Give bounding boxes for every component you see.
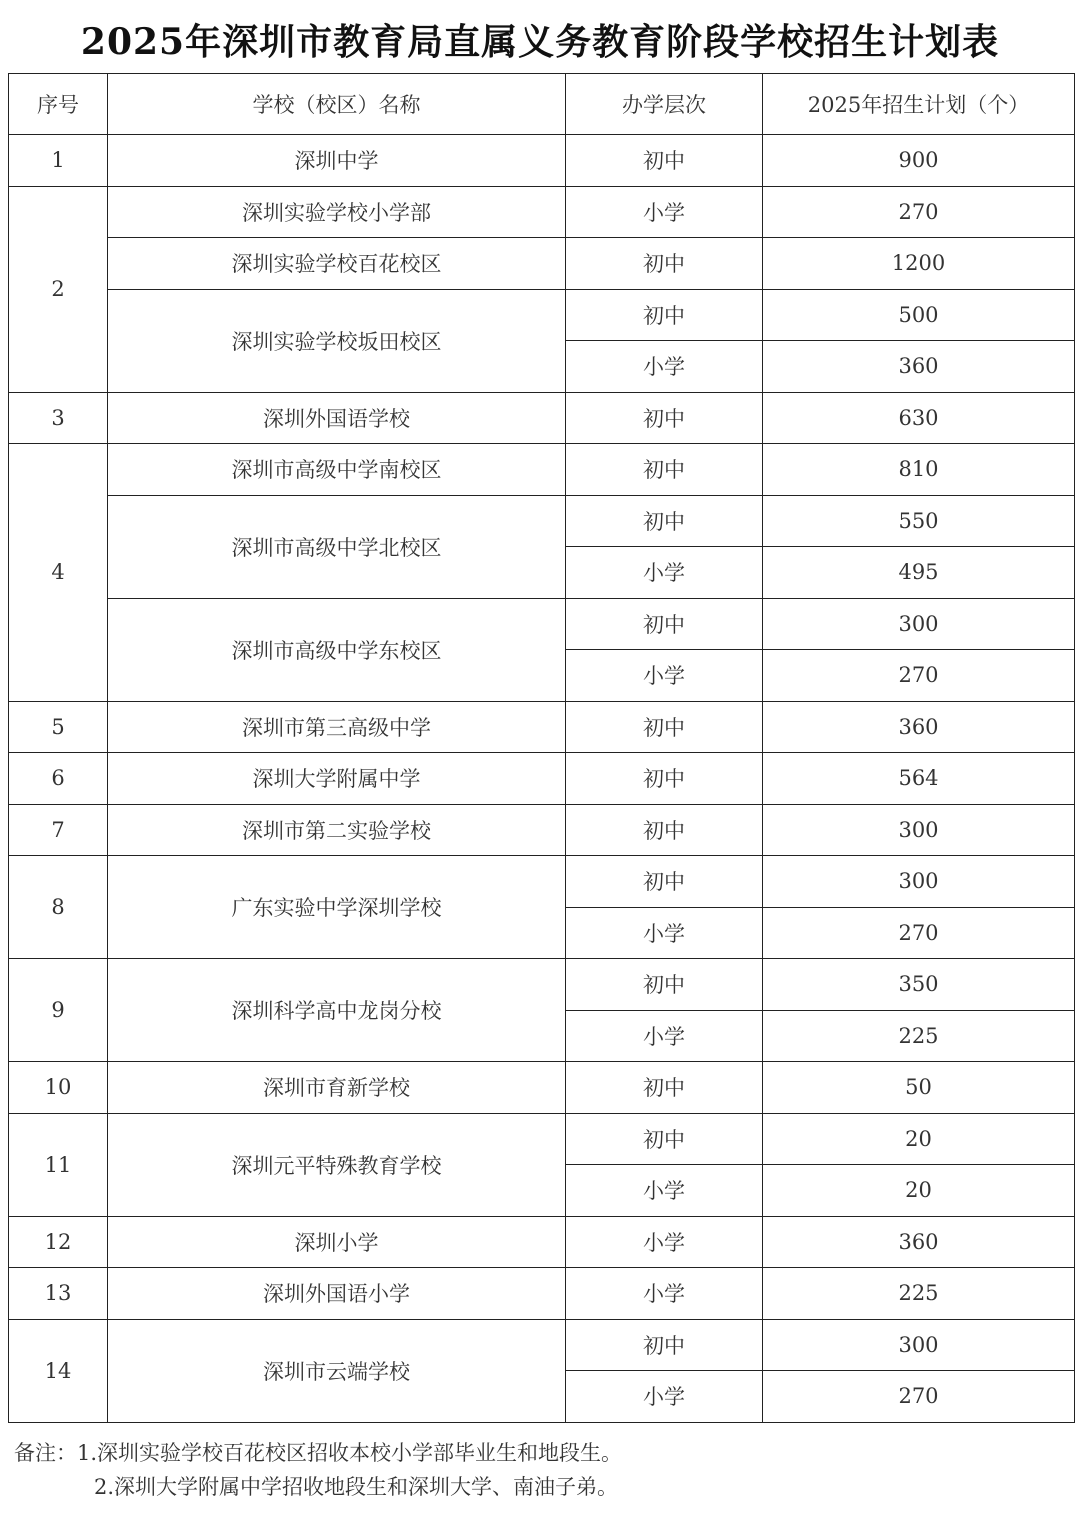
level-cell: 初中 [566, 598, 763, 650]
level-cell: 初中 [566, 753, 763, 805]
level-cell: 小学 [566, 1216, 763, 1268]
plan-cell: 270 [763, 1371, 1075, 1423]
seq-cell: 8 [9, 856, 108, 959]
level-cell: 初中 [566, 959, 763, 1011]
table-row [9, 1062, 1075, 1114]
table-row [9, 1268, 1075, 1320]
table-row [9, 804, 1075, 856]
plan-cell: 360 [763, 701, 1075, 753]
level-cell: 初中 [566, 1319, 763, 1371]
plan-cell: 630 [763, 392, 1075, 444]
table-row [9, 238, 1075, 290]
level-cell: 初中 [566, 856, 763, 908]
seq-cell: 7 [9, 804, 108, 856]
seq-cell: 1 [9, 135, 108, 187]
plan-cell: 270 [763, 186, 1075, 238]
level-cell: 初中 [566, 701, 763, 753]
level-cell: 初中 [566, 289, 763, 341]
level-cell: 初中 [566, 135, 763, 187]
level-cell: 初中 [566, 804, 763, 856]
header-school: 学校（校区）名称 [108, 74, 566, 135]
level-cell: 初中 [566, 392, 763, 444]
plan-cell: 1200 [763, 238, 1075, 290]
seq-cell: 6 [9, 753, 108, 805]
school-cell: 深圳小学 [108, 1216, 566, 1268]
table-row [9, 444, 1075, 496]
level-cell: 小学 [566, 1371, 763, 1423]
plan-cell: 550 [763, 495, 1075, 547]
seq-cell: 14 [9, 1319, 108, 1422]
plan-cell: 500 [763, 289, 1075, 341]
school-cell: 深圳市高级中学南校区 [108, 444, 566, 496]
school-cell: 深圳外国语小学 [108, 1268, 566, 1320]
school-cell: 深圳市第二实验学校 [108, 804, 566, 856]
table-row [9, 1113, 1075, 1165]
school-cell: 深圳实验学校百花校区 [108, 238, 566, 290]
plan-cell: 300 [763, 804, 1075, 856]
table-header-row [9, 74, 1075, 135]
seq-cell: 11 [9, 1113, 108, 1216]
table-row [9, 959, 1075, 1011]
plan-cell: 360 [763, 1216, 1075, 1268]
table-row [9, 1319, 1075, 1371]
plan-cell: 350 [763, 959, 1075, 1011]
header-level: 办学层次 [566, 74, 763, 135]
plan-cell: 225 [763, 1268, 1075, 1320]
table-row [9, 598, 1075, 650]
table-row [9, 701, 1075, 753]
seq-cell: 2 [9, 186, 108, 392]
seq-cell: 9 [9, 959, 108, 1062]
school-cell: 深圳中学 [108, 135, 566, 187]
table-row [9, 135, 1075, 187]
level-cell: 小学 [566, 547, 763, 599]
notes [14, 1436, 622, 1504]
table-row [9, 753, 1075, 805]
seq-cell: 10 [9, 1062, 108, 1114]
school-cell: 深圳市高级中学北校区 [108, 495, 566, 598]
level-cell: 小学 [566, 1165, 763, 1217]
table-row [9, 289, 1075, 341]
seq-cell: 13 [9, 1268, 108, 1320]
seq-cell: 5 [9, 701, 108, 753]
note-line-2: 2.深圳大学附属中学招收地段生和深圳大学、南油子弟。 [94, 1475, 619, 1499]
header-plan: 2025年招生计划（个） [763, 74, 1075, 135]
seq-cell: 3 [9, 392, 108, 444]
level-cell: 小学 [566, 341, 763, 393]
seq-cell: 4 [9, 444, 108, 702]
level-cell: 小学 [566, 1010, 763, 1062]
school-cell: 深圳科学高中龙岗分校 [108, 959, 566, 1062]
plan-cell: 270 [763, 907, 1075, 959]
plan-cell: 225 [763, 1010, 1075, 1062]
note-line-1: 备注：1.深圳实验学校百花校区招收本校小学部毕业生和地段生。 [14, 1441, 623, 1465]
school-cell: 深圳市云端学校 [108, 1319, 566, 1422]
table-row [9, 856, 1075, 908]
plan-cell: 810 [763, 444, 1075, 496]
page-title: 2025年深圳市教育局直属义务教育阶段学校招生计划表 [80, 21, 1000, 63]
level-cell: 初中 [566, 1062, 763, 1114]
plan-cell: 564 [763, 753, 1075, 805]
plan-cell: 20 [763, 1165, 1075, 1217]
table-body [9, 135, 1075, 1423]
table-row [9, 495, 1075, 547]
school-cell: 深圳实验学校坂田校区 [108, 289, 566, 392]
school-cell: 广东实验中学深圳学校 [108, 856, 566, 959]
table-row [9, 1216, 1075, 1268]
school-cell: 深圳大学附属中学 [108, 753, 566, 805]
plan-cell: 495 [763, 547, 1075, 599]
school-cell: 深圳市育新学校 [108, 1062, 566, 1114]
level-cell: 小学 [566, 650, 763, 702]
level-cell: 小学 [566, 907, 763, 959]
level-cell: 初中 [566, 1113, 763, 1165]
plan-cell: 360 [763, 341, 1075, 393]
plan-cell: 50 [763, 1062, 1075, 1114]
level-cell: 初中 [566, 495, 763, 547]
plan-cell: 300 [763, 1319, 1075, 1371]
school-cell: 深圳实验学校小学部 [108, 186, 566, 238]
school-cell: 深圳外国语学校 [108, 392, 566, 444]
plan-cell: 900 [763, 135, 1075, 187]
plan-cell: 270 [763, 650, 1075, 702]
table-row [9, 186, 1075, 238]
plan-cell: 20 [763, 1113, 1075, 1165]
school-cell: 深圳市高级中学东校区 [108, 598, 566, 701]
header-seq: 序号 [9, 74, 108, 135]
level-cell: 小学 [566, 1268, 763, 1320]
plan-cell: 300 [763, 856, 1075, 908]
seq-cell: 12 [9, 1216, 108, 1268]
level-cell: 初中 [566, 238, 763, 290]
enrollment-plan-table [8, 73, 1075, 1423]
level-cell: 小学 [566, 186, 763, 238]
school-cell: 深圳元平特殊教育学校 [108, 1113, 566, 1216]
table-row [9, 392, 1075, 444]
plan-cell: 300 [763, 598, 1075, 650]
school-cell: 深圳市第三高级中学 [108, 701, 566, 753]
level-cell: 初中 [566, 444, 763, 496]
